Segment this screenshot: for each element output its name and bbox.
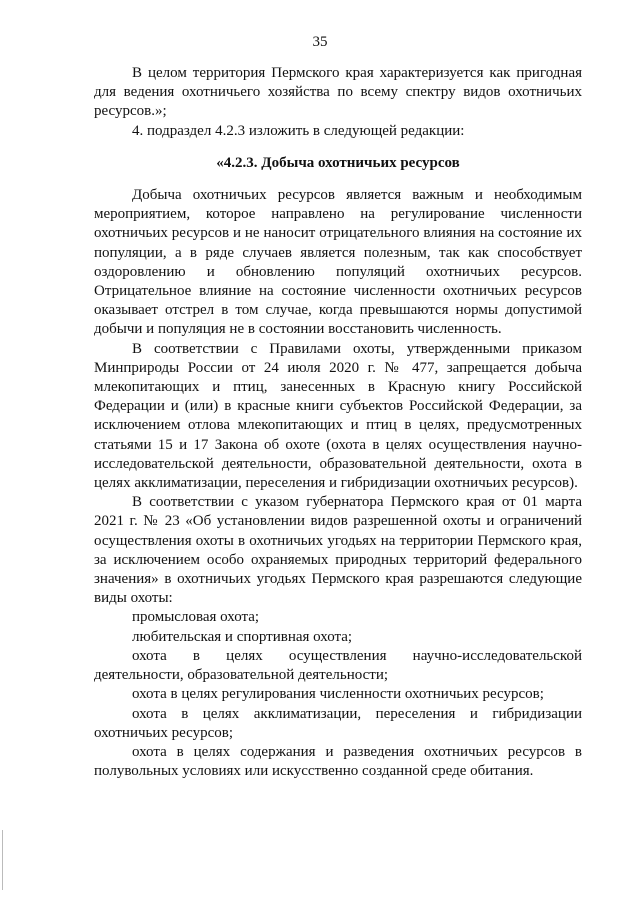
paragraph-intro: В целом территория Пермского края характеризуется как пригодная для ведения охотничьего хозяйства по всему спектру видов охотничьих ресурсов.»;	[94, 65, 582, 120]
list-item-hunting-type: охота в целях содержания и разведения охотничьих ресурсов в полувольных условиях или искусственно созданной среде обитания.	[94, 743, 582, 780]
section-heading: «4.2.3. Добыча охотничьих ресурсов	[216, 154, 460, 171]
list-item-hunting-type: охота в целях регулирования численности охотничьих ресурсов;	[132, 686, 544, 703]
list-item-hunting-type: любительская и спортивная охота;	[132, 628, 353, 645]
paragraph-amendment: 4. подраздел 4.2.3 изложить в следующей редакции:	[132, 122, 465, 139]
paragraph-harvest: Добыча охотничьих ресурсов является важным и необходимым мероприятием, которое направлено на регулирование численности охотничьих ресурсов и не наносит отрицательного влияния на состояние их популяции, а в ряде случаев является полезным, так как способствует оздоровлению и обновлению популяций охотничьих ресурсов. Отрицательное влияние на состояние численности охотничьих ресурсов оказывает отстрел в том случае, когда превышаются нормы допустимой добычи и популяция не в состоянии восстановить численность.	[94, 187, 582, 338]
paragraph-decree: В соответствии с указом губернатора Пермского края от 01 марта 2021 г. № 23 «Об установлении видов разрешенной охоты и ограничений осуществления охоты в охотничьих угодьях на территории Пермского края, за исключением особо охраняемых природных территорий федерального значения» в охотничьих угодьях Пермского края разрешаются следующие виды охоты:	[94, 494, 582, 607]
document-body	[94, 64, 582, 781]
list-item-hunting-type: промысловая охота;	[132, 609, 260, 626]
scan-edge-mark	[2, 830, 3, 890]
paragraph-rules: В соответствии с Правилами охоты, утвержденными приказом Минприроды России от 24 июля 2020 г. № 477, запрещается добыча млекопитающих и птиц, занесенных в Красную книгу Российской Федерации и (или) в красные книги субъектов Российской Федерации, за исключением отлова млекопитающих и птиц в целях, предусмотренных статьями 15 и 17 Закона об охоте (охота в целях осуществления научно-исследовательской деятельности, образовательной деятельности, охота в целях акклиматизации, переселения и гибридизации охотничьих ресурсов).	[94, 340, 582, 492]
list-item-hunting-type: охота в целях акклиматизации, переселения и гибридизации охотничьих ресурсов;	[94, 705, 582, 741]
list-item-hunting-type: охота в целях осуществления научно-исследовательской деятельности, образовательной деятельности;	[94, 647, 582, 684]
page-number: 35	[312, 34, 328, 50]
